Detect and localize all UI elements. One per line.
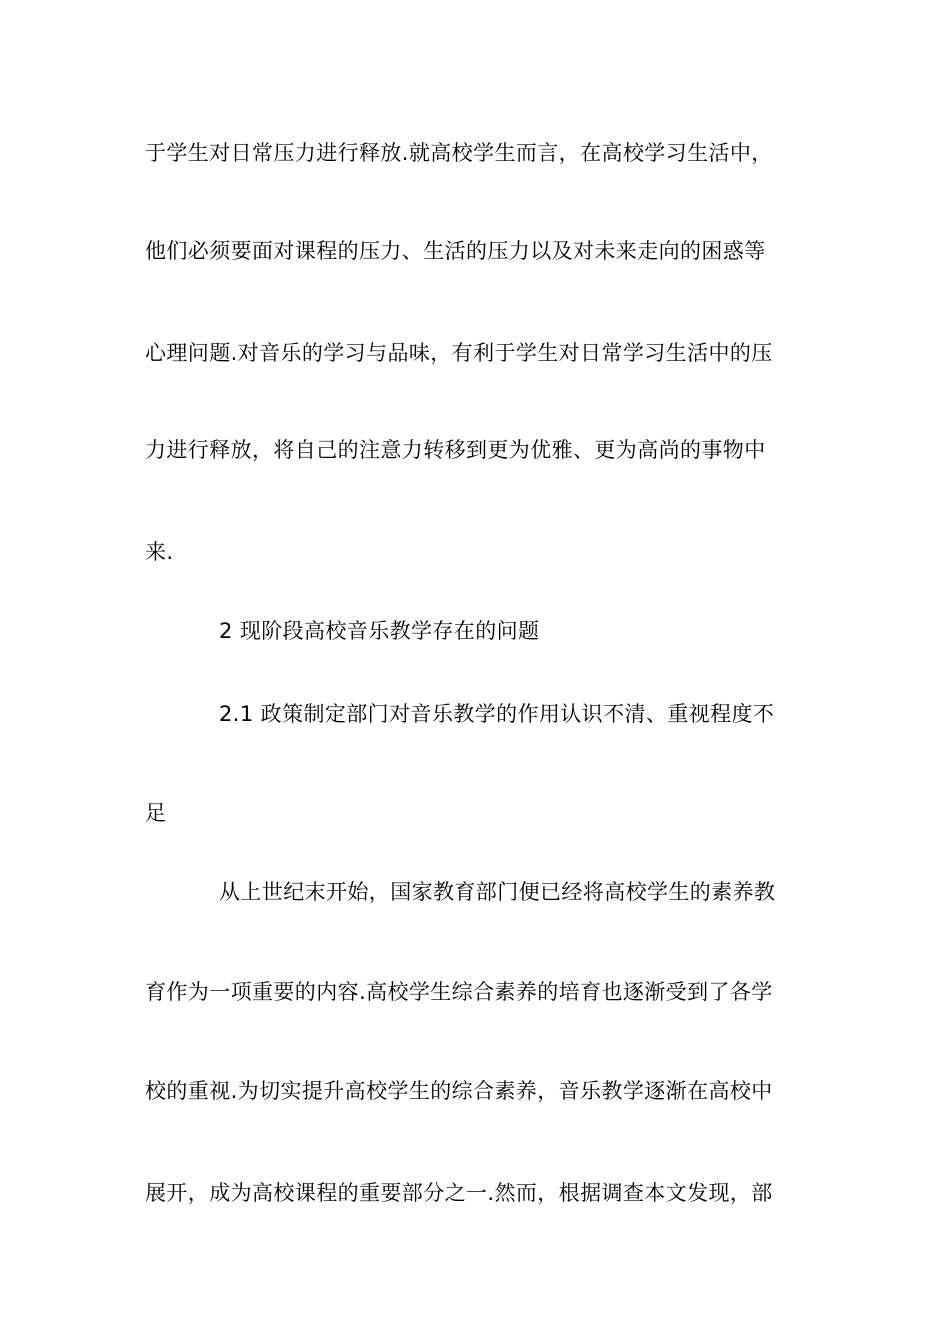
paragraph-line: 他们必须要面对课程的压力、生活的压力以及对未来走向的困惑等 <box>145 239 766 263</box>
section-heading: 2 现阶段高校音乐教学存在的问题 <box>219 619 540 643</box>
paragraph-line: 育作为一项重要的内容.高校学生综合素养的培育也逐渐受到了各学 <box>145 980 773 1004</box>
paragraph-line: 力进行释放，将自己的注意力转移到更为优雅、更为高尚的事物中 <box>145 438 766 462</box>
paragraph-line: 于学生对日常压力进行释放.就高校学生而言，在高校学习生活中， <box>145 141 773 165</box>
subsection-heading: 2.1 政策制定部门对音乐教学的作用认识不清、重视程度不 <box>219 702 775 726</box>
paragraph-line: 心理问题.对音乐的学习与品味，有利于学生对日常学习生活中的压 <box>145 341 773 365</box>
paragraph-line: 来. <box>145 540 174 564</box>
paragraph-line: 校的重视.为切实提升高校学生的综合素养，音乐教学逐渐在高校中 <box>145 1079 773 1103</box>
paragraph-line: 从上世纪末开始，国家教育部门便已经将高校学生的素养教 <box>219 880 776 904</box>
subsection-heading-continuation: 足 <box>145 801 167 825</box>
paragraph-line: 展开，成为高校课程的重要部分之一.然而，根据调查本文发现，部 <box>145 1181 773 1205</box>
